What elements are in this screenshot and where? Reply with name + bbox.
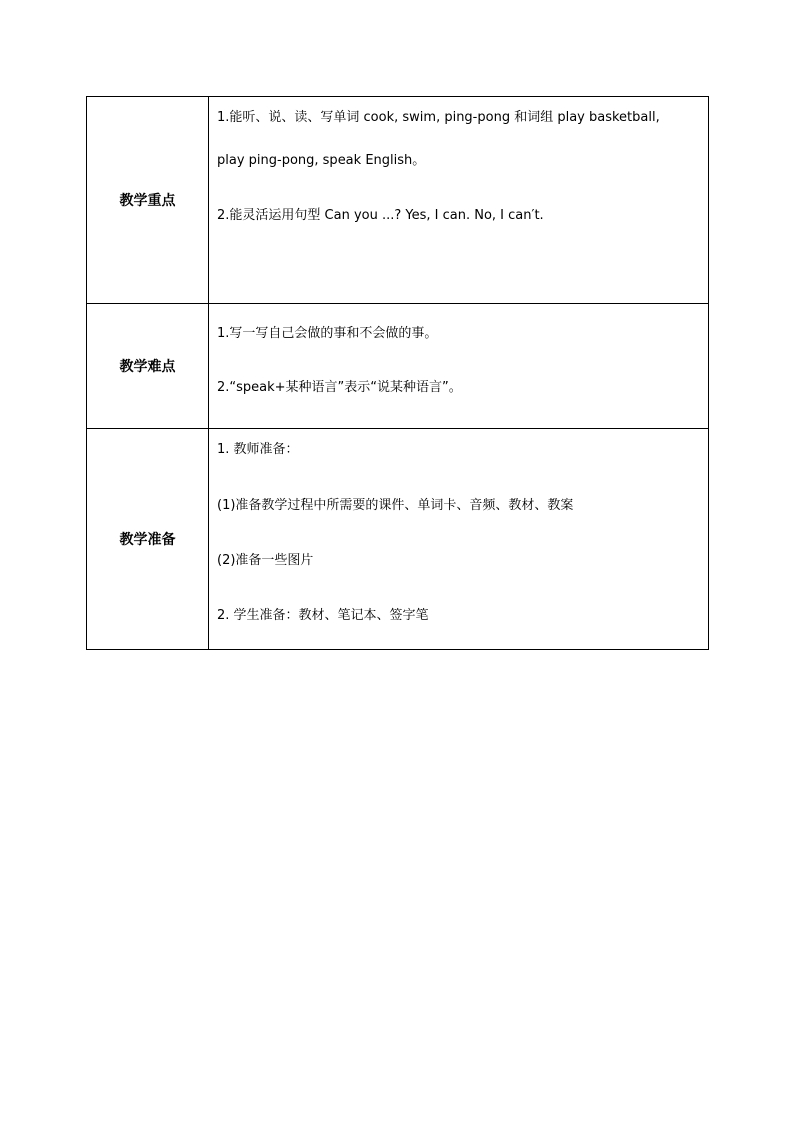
table-row-key-points <box>87 97 709 304</box>
preparation-line-4: 2. 学生准备：教材、笔记本、签字笔 <box>217 608 429 623</box>
difficulties-line-2: 2.“speak+某种语言”表示“说某种语言”。 <box>217 380 462 395</box>
key-points-line-2: play ping-pong, speak English。 <box>217 153 426 168</box>
row-label-preparation: 教学准备 <box>87 429 209 650</box>
lesson-plan-table <box>86 96 709 650</box>
row-content-key-points <box>209 97 709 304</box>
row-content-preparation <box>209 429 709 650</box>
difficulties-line-1: 1.写一写自己会做的事和不会做的事。 <box>217 326 438 341</box>
row-content-difficulties <box>209 304 709 429</box>
preparation-line-2: (1)准备教学过程中所需要的课件、单词卡、音频、教材、教案 <box>217 498 574 513</box>
table-row-preparation <box>87 429 709 650</box>
key-points-line-1: 1.能听、说、读、写单词 cook, swim, ping-pong 和词组 play basketball, <box>217 110 660 125</box>
key-points-line-3: 2.能灵活运用句型 Can you ...? Yes, I can. No, I can′t. <box>217 208 544 223</box>
preparation-line-1: 1. 教师准备： <box>217 442 299 457</box>
row-label-key-points: 教学重点 <box>87 97 209 304</box>
row-label-difficulties: 教学难点 <box>87 304 209 429</box>
preparation-line-3: (2)准备一些图片 <box>217 553 314 568</box>
table-row-difficulties <box>87 304 709 429</box>
